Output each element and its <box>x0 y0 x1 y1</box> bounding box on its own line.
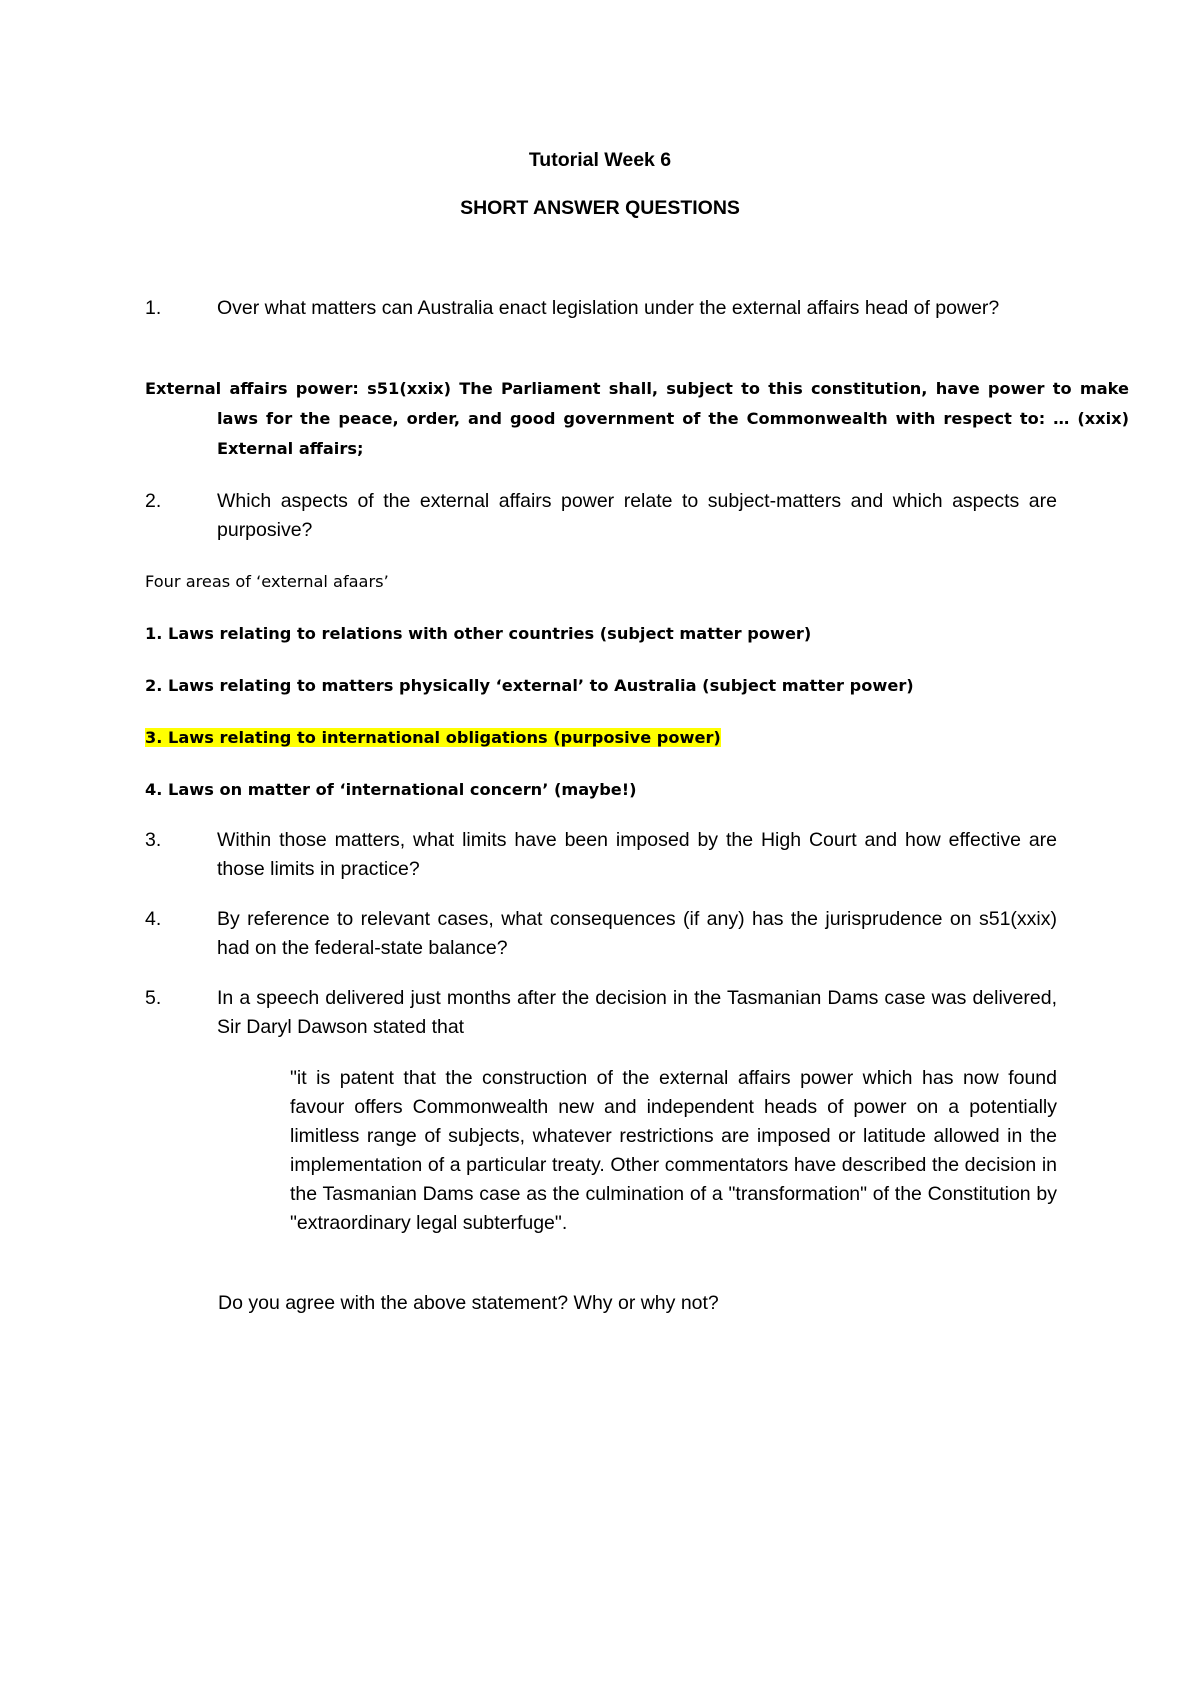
page-subtitle: SHORT ANSWER QUESTIONS <box>460 197 740 219</box>
question-2 <box>145 487 1057 545</box>
list-item <box>145 619 1057 649</box>
answer-1 <box>145 374 1129 464</box>
list-item-number: 3. <box>145 728 163 747</box>
question-4 <box>145 905 1057 963</box>
list-item-text: Laws relating to matters physically ‘external’ to Australia (subject matter power) <box>162 676 914 695</box>
question-text: Which aspects of the external affairs power relate to subject-matters and which aspects are purposive? <box>217 490 1057 541</box>
question-text: Within those matters, what limits have been imposed by the High Court and how effective are those limits in practice? <box>217 829 1057 880</box>
question-number: 4. <box>145 908 162 930</box>
question-1 <box>145 294 1057 323</box>
question-text: In a speech delivered just months after the decision in the Tasmanian Dams case was delivered, Sir Daryl Dawson stated that <box>217 987 1057 1038</box>
question-number: 2. <box>145 490 162 512</box>
list-item-text: Laws on matter of ‘international concern’ (maybe!) <box>162 780 637 799</box>
list-item-number: 2. <box>145 676 163 695</box>
page-title: Tutorial Week 6 <box>528 149 672 171</box>
answer-text: The Parliament shall, subject to this constitution, have power to make laws for the peace, order, and good government of the Commonwealth with respect to: … (xxix) External affairs; <box>217 379 1129 458</box>
list-item <box>145 671 1057 701</box>
list-item-number: 1. <box>145 624 163 643</box>
list-item-number: 4. <box>145 780 163 799</box>
question-number: 5. <box>145 987 162 1009</box>
block-quote: "it is patent that the construction of the external affairs power which has now found favour offers Commonwealth new and independent heads of power on a potentially limitless range of subjects, whatever restrictions are imposed or latitude allowed in the implementation of a particular treaty. Other commentators have described the decision in the Tasmanian Dams case as the culmination of a "transformation" of the Constitution by "extraordinary legal subterfuge". <box>290 1067 1057 1234</box>
question-5 <box>145 984 1057 1042</box>
answer-label: External affairs power: s51(xxix) <box>145 379 451 398</box>
closing-question: Do you agree with the above statement? Why or why not? <box>218 1292 719 1314</box>
list-item-highlighted <box>145 723 1057 753</box>
areas-heading: Four areas of ‘external afaars’ <box>145 572 389 591</box>
list-item <box>145 775 1057 805</box>
question-number: 1. <box>145 297 162 319</box>
list-item-text: Laws relating to relations with other countries (subject matter power) <box>162 624 812 643</box>
question-text: By reference to relevant cases, what consequences (if any) has the jurisprudence on s51(xxix) had on the federal-state balance? <box>217 908 1057 959</box>
list-item-text: Laws relating to international obligations (purposive power) <box>162 728 721 747</box>
highlighted-text <box>145 728 721 747</box>
question-number: 3. <box>145 829 162 851</box>
question-3 <box>145 826 1057 884</box>
question-text: Over what matters can Australia enact legislation under the external affairs head of power? <box>217 297 1000 319</box>
